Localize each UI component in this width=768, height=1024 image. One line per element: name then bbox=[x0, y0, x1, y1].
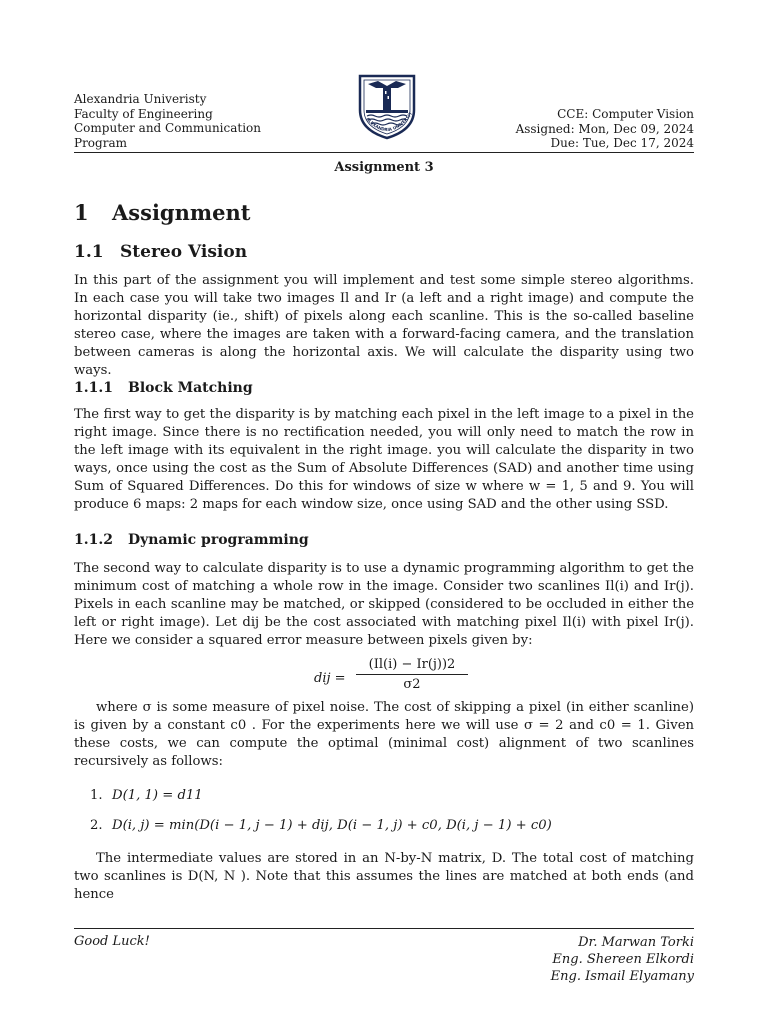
list-item bbox=[90, 818, 552, 833]
list-text: D(i, j) = min(D(i − 1, j − 1) + dij, D(i − 1, j) + c0, D(i, j − 1) + c0) bbox=[112, 818, 552, 833]
course-line: Due: Tue, Dec 17, 2024 bbox=[550, 136, 694, 151]
list-number: 1. bbox=[90, 788, 103, 803]
list-item bbox=[90, 788, 203, 803]
subsection-title: Stereo Vision bbox=[120, 242, 248, 262]
logo-text: ALEXANDRIA UNIVERSIT bbox=[365, 111, 414, 133]
subsubsection-number: 1.1.1 bbox=[74, 380, 113, 396]
author-line: Eng. Shereen Elkordi bbox=[552, 952, 694, 967]
after-equation-paragraph: where σ is some measure of pixel noise. The cost of skipping a pixel (in either scanline) is given by a constant c0 . For the experiments here we will use σ = 2 and c0 = 1. Given these costs, we can compute the optimal (minimal cost) alignment of two scanlines recursively as follows: bbox=[74, 700, 694, 769]
document-header bbox=[74, 70, 694, 152]
equation-lhs: dij = bbox=[314, 671, 346, 686]
course-line: Assigned: Mon, Dec 09, 2024 bbox=[515, 121, 694, 136]
subsection-heading bbox=[74, 242, 247, 262]
equation-denominator: σ2 bbox=[403, 677, 421, 692]
header-rule bbox=[74, 152, 694, 153]
footer-good-luck: Good Luck! bbox=[74, 934, 150, 949]
subsubsection-number: 1.1.2 bbox=[74, 532, 113, 548]
document-page bbox=[74, 0, 694, 1024]
subsection-number: 1.1 bbox=[74, 242, 104, 262]
subsubsection-heading-block-matching bbox=[74, 380, 253, 396]
institution-line: Alexandria Univeristy bbox=[74, 92, 207, 106]
dynamic-programming-paragraph: The second way to calculate disparity is to use a dynamic programming algorithm to get the minimum cost of matching a whole row in the image. Consider two scanlines Il(i) and Ir(j). Pixels in each scanline may be matched, or skipped (considered to be occluded in either the left or right image). Let dij be the cost associated with matching pixel Il(i) with pixel Ir(j). Here we consider a squared error measure between pixels given by: bbox=[74, 561, 694, 648]
block-matching-paragraph: The first way to get the disparity is by matching each pixel in the left image to a pixel in the right image. Since there is no rectification needed, you will only need to match the row in the left image with its equivalent in the right image. you will calculate the disparity in two ways, once using the cost as the Sum of Absolute Differences (SAD) and another time using Sum of Squared Differences. Do this for windows of size w where w = 1, 5 and 9. You will produce 6 maps: 2 maps for each window size, once using SAD and the other using SSD. bbox=[74, 407, 694, 512]
intro-paragraph: In this part of the assignment you will implement and test some simple stereo algorithms. In each case you will take two images Il and Ir (a left and a right image) and compute the horizontal disparity (ie., shift) of pixels along each scanline. This is the so-called baseline stereo case, where the images are taken with a forward-facing camera, and the translation between cameras is along the horizontal axis. We will calculate the disparity using two ways. bbox=[74, 273, 694, 378]
subsubsection-title: Dynamic programming bbox=[128, 532, 309, 548]
university-logo bbox=[354, 70, 420, 140]
equation-fraction bbox=[356, 657, 468, 692]
section-heading bbox=[74, 200, 250, 225]
list-number: 2. bbox=[90, 818, 103, 833]
footer-authors bbox=[551, 934, 694, 985]
subsubsection-title: Block Matching bbox=[128, 380, 253, 396]
institution-line: Program bbox=[74, 135, 127, 150]
institution-block bbox=[74, 92, 261, 150]
section-title: Assignment bbox=[112, 200, 251, 225]
list-text: D(1, 1) = d11 bbox=[112, 788, 203, 803]
equation-numerator: (Il(i) − Ir(j))2 bbox=[356, 657, 468, 675]
assignment-title: Assignment 3 bbox=[334, 160, 434, 175]
section-number: 1 bbox=[74, 200, 89, 225]
closing-paragraph: The intermediate values are stored in an N-by-N matrix, D. The total cost of matching two scanlines is D(N, N ). Note that this assumes the lines are matched at both ends (and hence bbox=[74, 851, 694, 902]
footer-rule bbox=[74, 928, 694, 929]
institution-line: Computer and Communication bbox=[74, 121, 261, 136]
institution-line: Faculty of Engineering bbox=[74, 106, 213, 121]
author-line: Eng. Ismail Elyamany bbox=[550, 969, 694, 984]
author-line: Dr. Marwan Torki bbox=[578, 935, 694, 950]
course-block bbox=[516, 107, 694, 151]
subsubsection-heading-dynamic-programming bbox=[74, 532, 309, 548]
course-line: CCE: Computer Vision bbox=[557, 107, 694, 121]
